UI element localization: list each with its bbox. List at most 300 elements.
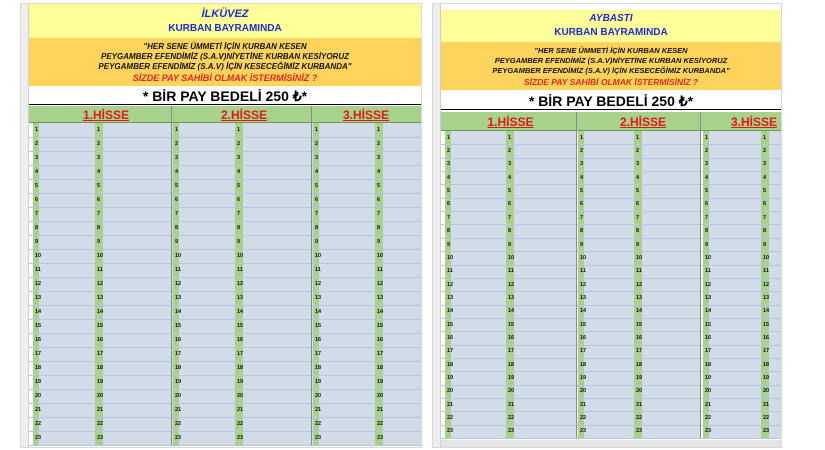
row-number: 4: [35, 169, 39, 175]
row-number: 3: [377, 155, 381, 161]
row-number: 7: [97, 211, 101, 217]
share-label-1: 1.HİSSE: [487, 115, 534, 129]
row-number: 16: [763, 334, 770, 341]
row-divider: [29, 431, 421, 432]
row-number: 16: [237, 337, 244, 343]
row-number: 9: [705, 241, 709, 248]
row-divider: [441, 425, 781, 426]
row-divider: [29, 207, 421, 208]
row-number: 14: [175, 309, 182, 315]
row-number: 2: [377, 141, 381, 147]
row-number: 8: [705, 228, 709, 235]
row-number: 9: [175, 239, 179, 245]
row-number: 13: [35, 295, 42, 301]
row-number: 10: [580, 254, 587, 261]
row-number: 6: [175, 197, 179, 203]
row-number: 11: [580, 268, 586, 275]
row-divider: [441, 305, 781, 306]
row-number: 1: [237, 127, 241, 133]
row-number: 1: [35, 127, 39, 133]
name-column: [584, 131, 634, 438]
row-number: 1: [508, 134, 512, 141]
row-number: 10: [315, 253, 322, 259]
row-divider: [29, 277, 421, 278]
row-number: 7: [705, 214, 709, 221]
row-number: 20: [237, 393, 244, 399]
row-divider: [441, 291, 781, 292]
row-number: 14: [447, 308, 454, 315]
row-divider: [29, 333, 421, 334]
row-number: 6: [237, 197, 241, 203]
row-number: 7: [508, 214, 512, 221]
row-number: 4: [705, 174, 709, 181]
row-number: 1: [97, 127, 101, 133]
row-number: 11: [377, 267, 383, 273]
row-number: 13: [97, 295, 104, 301]
note-column: [383, 123, 421, 445]
row-number: 9: [35, 239, 39, 245]
row-number: 17: [97, 351, 104, 357]
row-number: 10: [636, 254, 643, 261]
row-number: 5: [636, 188, 640, 195]
row-number: 5: [35, 183, 39, 189]
row-number: 6: [377, 197, 381, 203]
row-number: 6: [35, 197, 39, 203]
row-number: 6: [636, 201, 640, 208]
row-number: 9: [763, 241, 767, 248]
row-number: 23: [705, 428, 712, 435]
row-number: 14: [705, 308, 712, 315]
row-number: 18: [237, 365, 244, 371]
row-number: 5: [237, 183, 241, 189]
row-divider: [29, 193, 421, 194]
row-divider: [29, 389, 421, 390]
row-number: 18: [35, 365, 42, 371]
row-number: 12: [447, 281, 454, 288]
row-number: 23: [447, 428, 454, 435]
row-number: 22: [705, 415, 712, 421]
row-number: 22: [175, 421, 182, 427]
row-number: 15: [315, 323, 322, 329]
row-number: 14: [508, 308, 515, 315]
row-number: 7: [175, 211, 179, 217]
row-number: 17: [580, 348, 587, 355]
row-number: 22: [315, 421, 322, 427]
share-divider: [311, 106, 312, 445]
row-number: 23: [237, 435, 244, 441]
row-number: 5: [508, 188, 512, 195]
row-number: 21: [447, 401, 454, 408]
row-number: 17: [705, 348, 712, 355]
row-number: 10: [763, 254, 770, 261]
row-number: 12: [35, 281, 42, 287]
row-number: 17: [237, 351, 244, 357]
row-divider: [29, 151, 421, 152]
row-divider: [441, 371, 781, 372]
row-divider: [29, 249, 421, 250]
row-number: 21: [508, 401, 515, 408]
row-number: 23: [377, 435, 384, 441]
row-number: 4: [175, 169, 179, 175]
row-number: 19: [237, 379, 244, 385]
row-number: 13: [377, 295, 384, 301]
row-gutter: [433, 4, 441, 447]
row-number: 1: [763, 134, 767, 141]
row-number: 4: [636, 174, 640, 181]
row-number: 7: [315, 211, 319, 217]
row-number: 10: [508, 254, 515, 261]
place-title: İLKÜVEZ: [201, 8, 249, 20]
note-column: [103, 123, 173, 445]
note-column: [769, 131, 781, 438]
row-number: 16: [508, 334, 515, 341]
row-number: 22: [237, 421, 244, 427]
row-number: 3: [636, 161, 640, 168]
row-number: 6: [447, 201, 451, 208]
row-divider: [441, 224, 781, 225]
note-column: [514, 131, 576, 438]
row-number: 12: [763, 281, 770, 288]
row-number: 7: [763, 214, 767, 221]
title-banner: [441, 10, 781, 42]
right-sheet: [432, 3, 782, 448]
row-number: 16: [175, 337, 182, 343]
row-number: 2: [447, 148, 451, 154]
row-number: 2: [580, 148, 584, 154]
row-number: 5: [97, 183, 101, 189]
row-number: 19: [447, 374, 454, 381]
row-divider: [29, 305, 421, 306]
row-number: 8: [508, 228, 512, 235]
row-number: 19: [175, 379, 182, 385]
note-column: [642, 131, 700, 438]
row-number: 12: [315, 281, 322, 287]
row-number: 20: [447, 388, 454, 395]
row-number: 11: [35, 267, 41, 273]
row-number: 8: [763, 228, 767, 235]
row-number: 1: [636, 134, 640, 141]
note-column: [243, 123, 313, 445]
row-divider: [29, 445, 421, 446]
row-number: 11: [763, 268, 769, 275]
event-title: KURBAN BAYRAMINDA: [168, 23, 282, 34]
row-divider: [441, 198, 781, 199]
row-number: 8: [315, 225, 319, 231]
row-number: 21: [237, 407, 244, 413]
row-divider: [29, 291, 421, 292]
row-number: 14: [35, 309, 42, 315]
row-number: 11: [705, 268, 711, 275]
row-number: 13: [763, 294, 770, 301]
row-number: 16: [97, 337, 104, 343]
row-number: 21: [35, 407, 42, 413]
row-number: 22: [636, 415, 643, 421]
message-line-2: PEYGAMBER EFENDİMİZ (S.A.V)NİYETİNE KURBAN KESİYORUZ: [100, 52, 349, 61]
row-divider: [29, 165, 421, 166]
row-number: 8: [377, 225, 381, 231]
row-number: 19: [35, 379, 42, 385]
row-number: 11: [508, 268, 514, 275]
row-number: 5: [705, 188, 709, 195]
row-number: 18: [315, 365, 322, 371]
row-number: 3: [705, 161, 709, 168]
row-number: 19: [636, 374, 643, 381]
row-number: 1: [580, 134, 584, 141]
row-number: 18: [705, 361, 712, 368]
row-divider: [441, 358, 781, 359]
row-number: 10: [97, 253, 104, 259]
share-label-2: 2.HİSSE: [619, 115, 667, 129]
row-number: 2: [763, 148, 767, 154]
row-number: 23: [636, 428, 643, 435]
row-number: 10: [447, 254, 454, 261]
row-number: 17: [508, 348, 515, 355]
row-number: 15: [377, 323, 384, 329]
row-gutter: [21, 4, 29, 447]
event-title: KURBAN BAYRAMINDA: [554, 27, 668, 38]
share-label-2: 2.HİSSE: [220, 108, 268, 122]
row-number: 15: [636, 321, 643, 328]
row-number: 13: [315, 295, 322, 301]
message-line-3: PEYGAMBER EFENDİMİZ (S.A.V) İÇİN KESECEĞİMİZ KURBANDA": [492, 66, 730, 75]
row-number: 3: [763, 161, 767, 168]
row-number: 5: [377, 183, 381, 189]
row-number: 12: [580, 281, 587, 288]
row-divider: [441, 251, 781, 252]
row-number: 21: [315, 407, 322, 413]
row-number: 1: [447, 134, 451, 141]
row-divider: [29, 221, 421, 222]
share-label-3: 3.HİSSE: [342, 108, 390, 122]
row-divider: [441, 331, 781, 332]
row-number: 4: [508, 174, 512, 181]
share-divider: [700, 112, 701, 438]
row-divider: [441, 438, 781, 439]
row-number: 18: [377, 365, 384, 371]
row-number: 15: [35, 323, 42, 329]
row-number: 20: [636, 388, 643, 395]
row-number: 13: [508, 294, 515, 301]
row-number: 23: [763, 428, 770, 435]
row-number: 20: [35, 393, 42, 399]
row-number: 1: [315, 127, 319, 133]
share-label-1: 1.HİSSE: [82, 108, 130, 122]
row-number: 11: [237, 267, 243, 273]
row-number: 6: [508, 201, 512, 208]
row-number: 14: [763, 308, 770, 315]
row-number: 22: [97, 421, 104, 427]
row-number: 9: [580, 241, 584, 248]
row-number: 5: [175, 183, 179, 189]
row-number: 19: [763, 374, 770, 381]
row-number: 20: [97, 393, 104, 399]
row-number: 5: [315, 183, 319, 189]
row-number: 14: [97, 309, 104, 315]
message-box: [441, 42, 781, 90]
row-number: 6: [580, 201, 584, 208]
row-number: 7: [580, 214, 584, 221]
row-number: 19: [315, 379, 322, 385]
name-column: [179, 123, 235, 445]
row-number: 6: [315, 197, 319, 203]
row-number: 13: [447, 294, 454, 301]
horizontal-scrollbar[interactable]: [441, 440, 781, 447]
share-label-3: 3.HİSSE: [731, 115, 778, 129]
row-number: 5: [580, 188, 584, 195]
row-number: 7: [636, 214, 640, 221]
row-number: 15: [580, 321, 587, 328]
place-title: AYBASTI: [589, 13, 633, 24]
title-banner: [29, 4, 421, 38]
row-number: 11: [447, 268, 453, 275]
row-number: 2: [237, 141, 241, 147]
row-number: 9: [315, 239, 319, 245]
name-column: [709, 131, 761, 438]
row-number: 2: [508, 148, 512, 154]
row-number: 16: [705, 334, 712, 341]
row-number: 2: [175, 141, 179, 147]
row-number: 16: [447, 334, 454, 341]
row-number: 1: [377, 127, 381, 133]
row-number: 15: [705, 321, 712, 328]
question-text: SİZDE PAY SAHİBİ OLMAK İSTERMİSİNİZ ?: [132, 73, 318, 83]
message-line-3: PEYGAMBER EFENDİMİZ (S.A.V) İÇİN KESECEĞİMİZ KURBANDA": [98, 62, 352, 71]
row-number: 12: [508, 281, 515, 288]
row-number: 7: [35, 211, 39, 217]
row-number: 2: [97, 141, 101, 147]
row-number: 18: [97, 365, 104, 371]
row-number: 14: [237, 309, 244, 315]
row-divider: [441, 318, 781, 319]
row-number: 14: [636, 308, 643, 315]
row-divider: [29, 417, 421, 418]
row-number: 17: [35, 351, 42, 357]
name-column: [451, 131, 506, 438]
row-divider: [441, 411, 781, 412]
row-number: 21: [580, 401, 587, 408]
row-divider: [29, 137, 421, 138]
row-number: 22: [763, 415, 770, 421]
row-number: 3: [580, 161, 584, 168]
row-number: 23: [315, 435, 322, 441]
row-number: 22: [35, 421, 42, 427]
row-number: 23: [175, 435, 182, 441]
row-number: 16: [580, 334, 587, 341]
row-number: 13: [705, 294, 712, 301]
row-number: 1: [175, 127, 179, 133]
row-number: 21: [705, 401, 712, 408]
row-number: 15: [447, 321, 454, 328]
row-number: 5: [763, 188, 767, 195]
row-number: 7: [377, 211, 381, 217]
row-number: 20: [580, 388, 587, 395]
question-text: SİZDE PAY SAHİBİ OLMAK İSTERMİSİNİZ ?: [523, 77, 699, 87]
row-number: 23: [580, 428, 587, 435]
row-number: 17: [763, 348, 770, 355]
row-divider: [29, 179, 421, 180]
name-column: [319, 123, 375, 445]
row-divider: [441, 211, 781, 212]
row-number: 8: [636, 228, 640, 235]
row-number: 23: [35, 435, 42, 441]
row-number: 13: [175, 295, 182, 301]
row-number: 3: [97, 155, 101, 161]
row-number: 9: [508, 241, 512, 248]
row-number: 10: [237, 253, 244, 259]
row-number: 13: [237, 295, 244, 301]
row-number: 9: [97, 239, 101, 245]
row-number: 11: [97, 267, 103, 273]
row-number: 22: [377, 421, 384, 427]
row-number: 4: [580, 174, 584, 181]
name-column: [39, 123, 95, 445]
row-number: 3: [175, 155, 179, 161]
row-number: 19: [508, 374, 515, 381]
row-number: 16: [315, 337, 322, 343]
share-divider: [576, 112, 577, 438]
row-number: 6: [705, 201, 709, 208]
row-number: 8: [447, 228, 451, 235]
row-number: 21: [763, 401, 770, 408]
row-number: 20: [508, 388, 515, 395]
row-number: 10: [175, 253, 182, 259]
row-number: 18: [508, 361, 515, 368]
row-divider: [29, 263, 421, 264]
row-divider: [29, 403, 421, 404]
row-number: 17: [377, 351, 384, 357]
row-number: 17: [447, 348, 454, 355]
row-number: 9: [237, 239, 241, 245]
row-number: 12: [377, 281, 384, 287]
row-number: 21: [97, 407, 104, 413]
row-number: 4: [315, 169, 319, 175]
row-number: 12: [175, 281, 182, 287]
row-number: 11: [175, 267, 181, 273]
row-number: 21: [377, 407, 384, 413]
row-divider: [441, 238, 781, 239]
message-line-1: "HER SENE ÜMMETİ İÇİN KURBAN KESEN: [143, 42, 307, 51]
price-text: * BİR PAY BEDELİ 250 ₺*: [142, 88, 308, 104]
row-number: 13: [580, 294, 587, 301]
row-number: 18: [447, 361, 454, 368]
row-number: 9: [377, 239, 381, 245]
row-number: 8: [175, 225, 179, 231]
row-divider: [441, 184, 781, 185]
row-number: 14: [580, 308, 587, 315]
row-number: 17: [636, 348, 643, 355]
row-number: 3: [237, 155, 241, 161]
row-number: 22: [508, 415, 515, 421]
row-number: 15: [237, 323, 244, 329]
row-number: 19: [705, 374, 712, 381]
row-number: 8: [237, 225, 241, 231]
row-number: 15: [97, 323, 104, 329]
row-divider: [441, 171, 781, 172]
price-underline: [441, 109, 781, 110]
row-number: 20: [377, 393, 384, 399]
row-divider: [29, 235, 421, 236]
row-number: 6: [763, 201, 767, 208]
price-underline: [29, 104, 421, 105]
row-number: 20: [763, 388, 770, 395]
row-number: 8: [35, 225, 39, 231]
row-number: 22: [447, 415, 454, 421]
row-number: 20: [175, 393, 182, 399]
row-number: 18: [636, 361, 643, 368]
row-number: 22: [580, 415, 587, 421]
row-number: 13: [636, 294, 643, 301]
row-number: 20: [705, 388, 712, 395]
